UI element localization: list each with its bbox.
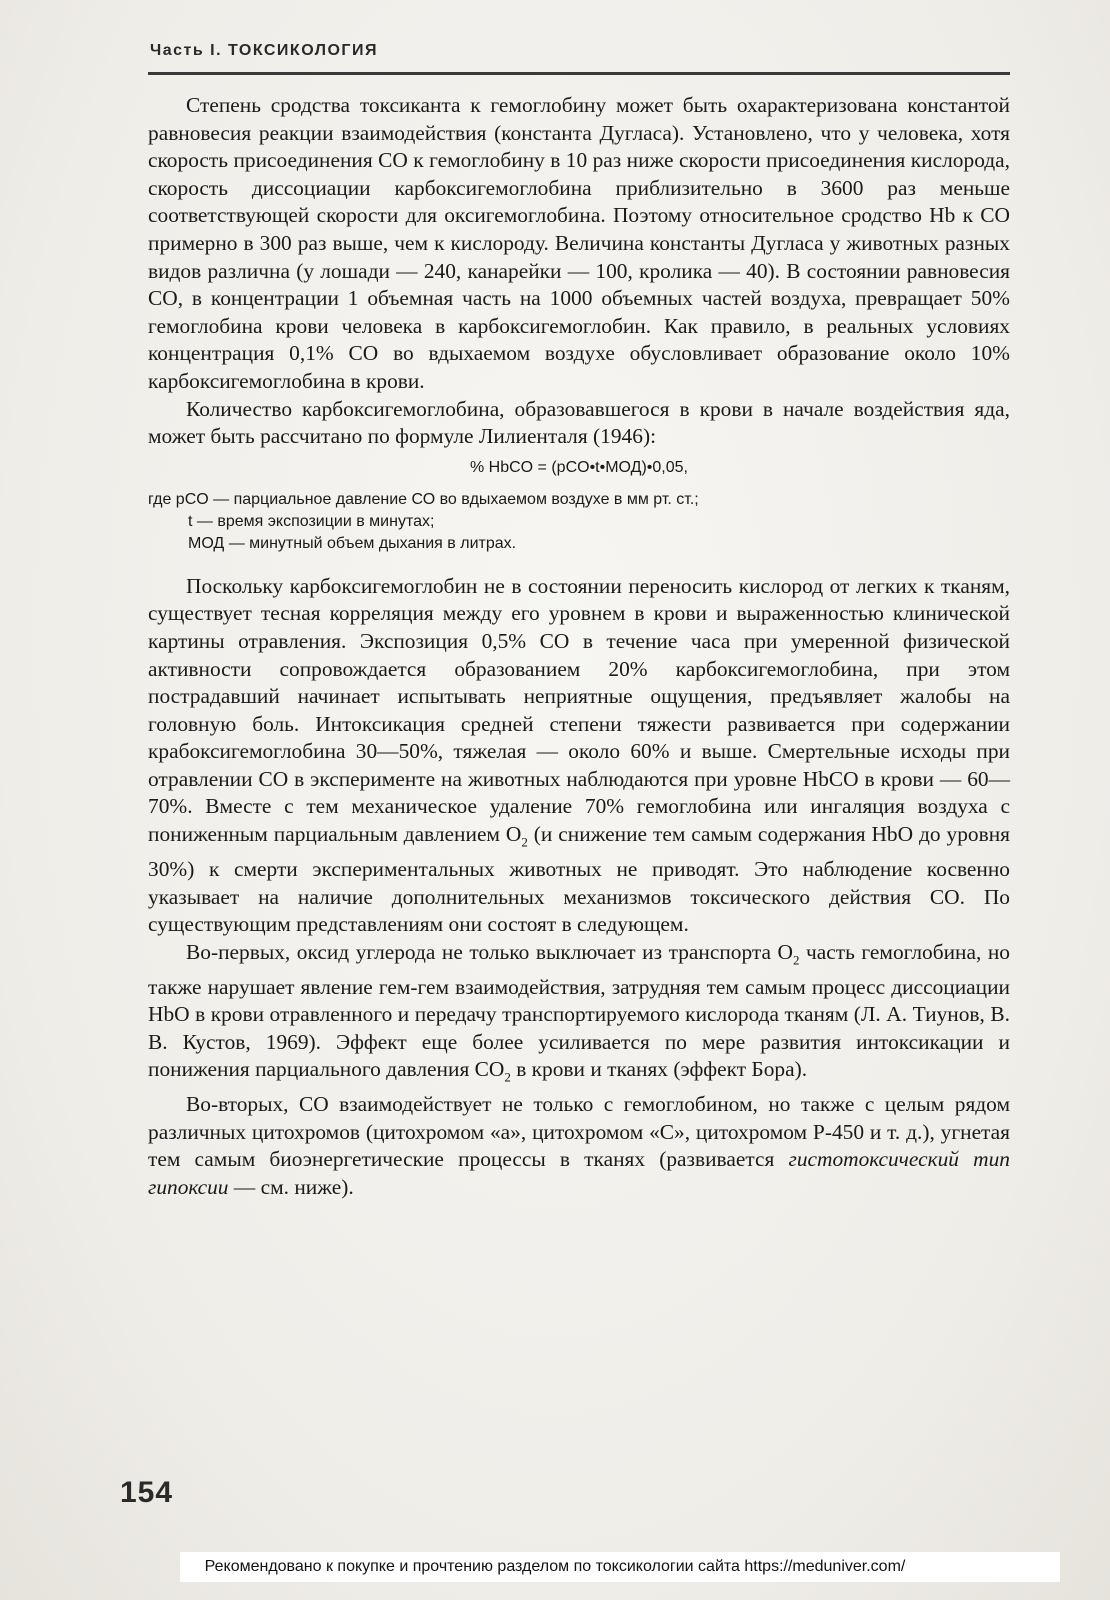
running-head: Часть I. ТОКСИКОЛОГИЯ: [150, 42, 378, 59]
formula-def-t: t — время экспозиции в минутах;: [188, 512, 435, 530]
footer-recommendation: Рекомендовано к покупке и прочтению разделом по токсикологии сайта https://meduniver.com/: [204, 1558, 906, 1575]
paragraph-5: [148, 1091, 1010, 1201]
p5-text-b: — см. ниже).: [228, 1175, 354, 1200]
page-number: 154: [120, 1476, 174, 1509]
p5-emphasis: гистотоксический тип гипоксии: [148, 1147, 1010, 1200]
p4-subscript-1: 2: [793, 952, 800, 967]
body-text: [148, 92, 1010, 1202]
formula-def-pco: где pCO — парциальное давление СО во вдыхаемом воздухе в мм рт. ст.;: [148, 490, 699, 508]
p3-subscript: 2: [521, 834, 528, 850]
p4-text-b: часть гемоглобина, но также нарушает явление гем-гем взаимодействия, затрудняя тем самым процесс диссоциации HbO в крови отравленного и передачу транспортируемого кислорода тканям (Л. А. Тиунов, В. В. Кустов, 1969). Эффект еще более усиливается по мере развития интоксикации и понижения парциального давления CO: [148, 939, 1010, 1082]
p3-text-rest: (и снижение тем самым содержания HbO до уровня 30%) к смерти экспериментальных животных не приводят. Это наблюдение косвенно указывает на наличие дополнительных механизмов токсического действия СО. По существующим представлениям они состоят в следующем.: [148, 822, 1010, 937]
formula-block: [148, 457, 1010, 555]
p3-text: Поскольку карбоксигемоглобин не в состоянии переносить кислород от легких к тканям, существует тесная корреляция между его уровнем в крови и выраженностью клинической картины отравления. Экспозиция 0,5% СО в течение часа при умеренной физической активности сопровождается образованием 20% карбоксигемоглобина, при этом пострадавший начинает испытывать неприятные ощущения, предъявляет жалобы на головную боль. Интоксикация средней степени тяжести развивается при содержании крабоксигемоглобина 30—50%, тяжелая — около 60% и выше. Смертельные исходы при отравлении СО в эксперименте на животных наблюдаются при уровне HbCO в крови — 60—70%. Вместе с тем механическое удаление 70% гемоглобина или ингаляция воздуха с пониженным парциальным давлением O: [148, 573, 1010, 847]
formula: % HbCO = (pCO•t•МОД)•0,05,: [469, 458, 688, 476]
paragraph-2: Количество карбоксигемоглобина, образовавшегося в крови в начале воздействия яда, может быть рассчитано по формуле Лилиенталя (1946):: [148, 396, 1010, 449]
paragraph-1: Степень сродства токсиканта к гемоглобину может быть охарактеризована константой равновесия реакции взаимодействия (константа Дугласа). Установлено, что у человека, хотя скорость присоединения СО к гемоглобину в 10 раз ниже скорости присоединения кислорода, скорость диссоциации карбоксигемоглобина приблизительно в 3600 раз меньше соответствующей скорости для оксигемоглобина. Поэтому относительное сродство Hb к СО примерно в 300 раз выше, чем к кислороду. Величина константы Дугласа у животных разных видов различна (у лошади — 240, канарейки — 100, кролика — 40). В состоянии равновесия СО, в концентрации 1 объемная часть на 1000 объемных частей воздуха, превращает 50% гемоглобина крови человека в карбоксигемоглобин. Как правило, в реальных условиях концентрация 0,1% СО во вдыхаемом воздухе обусловливает образование около 10% карбоксигемоглобина в крови.: [148, 93, 1010, 393]
header-rule: [148, 72, 1010, 75]
formula-def-mod: МОД — минутный объем дыхания в литрах.: [188, 534, 517, 552]
p4-text-c: в крови и тканях (эффект Бора).: [510, 1057, 808, 1082]
p4-subscript-2: 2: [504, 1069, 511, 1085]
p4-text-a: Во-первых, оксид углерода не только выключает из транспорта O: [186, 939, 793, 964]
paragraph-4: [148, 939, 1010, 1092]
p5-text-a: Во-вторых, СО взаимодействует не только с гемоглобином, но также с целым рядом различных цитохромов (цитохромом «а», цитохромом «С», цитохромом Р-450 и т. д.), угнетая тем самым биоэнергетические процессы в тканях (развивается: [148, 1092, 1010, 1172]
paragraph-3: [148, 573, 1010, 939]
